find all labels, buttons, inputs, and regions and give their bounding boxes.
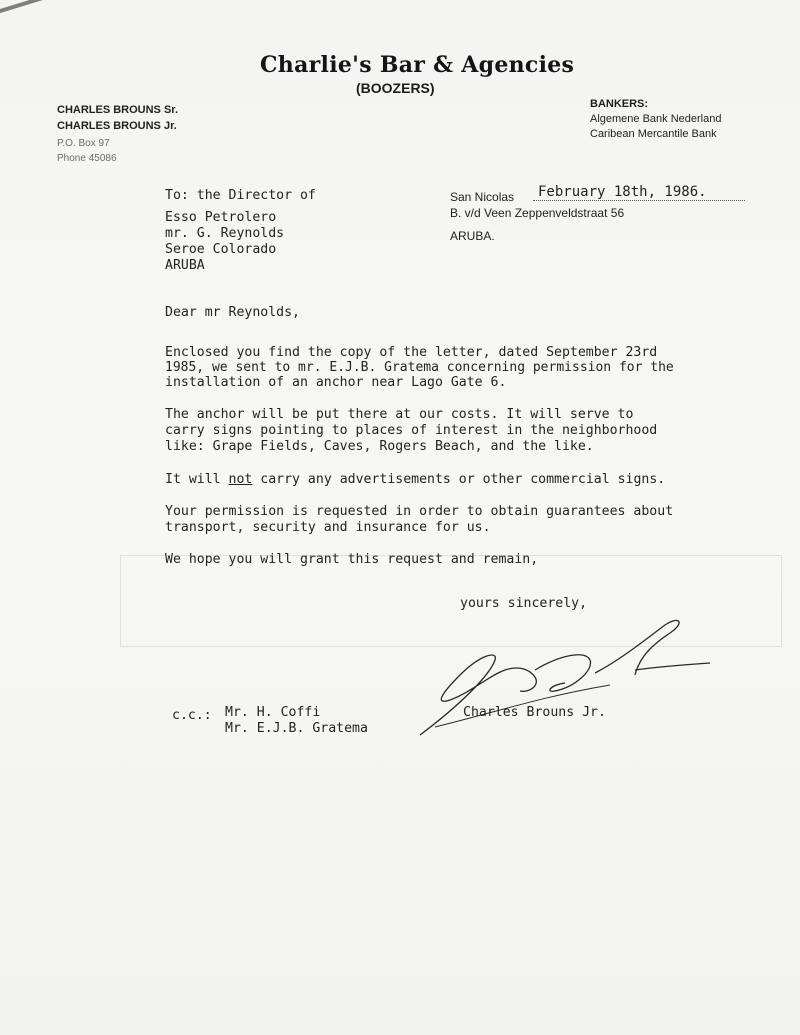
paragraph-line: Your permission is requested in order to obtain guarantees about bbox=[165, 504, 674, 519]
paragraph-line: transport, security and insurance for us. bbox=[165, 520, 491, 535]
company-name: Charlie's Bar & Agencies bbox=[260, 52, 575, 78]
bankers-heading: BANKERS: bbox=[590, 98, 649, 110]
paragraph-line: carry signs pointing to places of interest in the neighborhood bbox=[165, 423, 658, 438]
text-run: carry any advertisements or other commercial signs. bbox=[252, 472, 666, 487]
country: ARUBA. bbox=[450, 229, 495, 243]
paragraph-line: installation of an anchor near Lago Gate 6. bbox=[165, 375, 507, 390]
phone-number: Phone 45086 bbox=[57, 153, 117, 164]
cc-label: c.c.: bbox=[172, 708, 212, 723]
signer-name: Charles Brouns Jr. bbox=[463, 705, 606, 720]
paragraph-line: The anchor will be put there at our costs. It will serve to bbox=[165, 407, 634, 422]
signature-scribble bbox=[380, 615, 720, 745]
recipient-line: Esso Petrolero bbox=[165, 210, 277, 225]
recipient-line: ARUBA bbox=[165, 258, 205, 273]
cc-recipient: Mr. E.J.B. Gratema bbox=[225, 721, 368, 736]
letter-date: February 18th, 1986. bbox=[538, 184, 707, 200]
street-address: B. v/d Veen Zeppenveldstraat 56 bbox=[450, 206, 625, 220]
recipient-line: Seroe Colorado bbox=[165, 242, 277, 257]
recipient-line: mr. G. Reynolds bbox=[165, 226, 285, 241]
cc-recipient: Mr. H. Coffi bbox=[225, 705, 321, 720]
paragraph-line: Enclosed you find the copy of the letter, dated September 23rd bbox=[165, 345, 658, 360]
salutation: Dear mr Reynolds, bbox=[165, 305, 300, 320]
place-label: San Nicolas bbox=[450, 190, 515, 204]
text-run: It will bbox=[165, 472, 229, 487]
po-box: P.O. Box 97 bbox=[57, 138, 110, 149]
closing: yours sincerely, bbox=[460, 596, 588, 611]
emphasis-text: not bbox=[228, 472, 253, 487]
paragraph-line bbox=[165, 472, 665, 487]
owner-jr: CHARLES BROUNS Jr. bbox=[57, 120, 177, 132]
date-dotted-line bbox=[533, 200, 745, 201]
bankers-block bbox=[590, 97, 721, 142]
recipient-line: To: the Director of bbox=[165, 188, 316, 203]
paragraph-line: like: Grape Fields, Caves, Rogers Beach, and the like. bbox=[165, 439, 594, 454]
paragraph-line: We hope you will grant this request and remain, bbox=[165, 552, 539, 567]
paper-fold-shadow bbox=[0, 0, 211, 16]
bank-name: Caribean Mercantile Bank bbox=[590, 128, 717, 140]
paragraph-line: 1985, we sent to mr. E.J.B. Gratema concerning permission for the bbox=[165, 360, 674, 375]
company-subtitle: (BOOZERS) bbox=[356, 80, 435, 96]
owner-sr: CHARLES BROUNS Sr. bbox=[57, 104, 179, 116]
bank-name: Algemene Bank Nederland bbox=[590, 113, 722, 125]
